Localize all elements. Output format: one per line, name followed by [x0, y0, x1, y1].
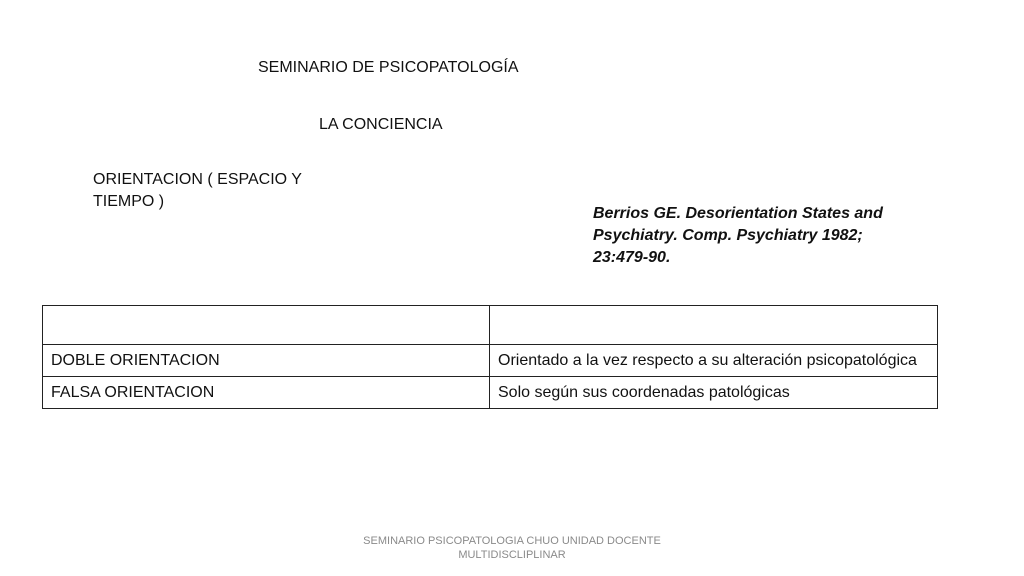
- table-cell: [43, 306, 490, 345]
- orientation-table: [42, 305, 938, 409]
- slide-title: SEMINARIO DE PSICOPATOLOGÍA: [258, 59, 519, 76]
- table-cell: [490, 306, 938, 345]
- table-row: [43, 377, 938, 409]
- table-cell: Solo según sus coordenadas patológicas: [490, 377, 938, 409]
- slide-subtitle: LA CONCIENCIA: [319, 116, 443, 133]
- table-cell: DOBLE ORIENTACION: [43, 345, 490, 377]
- citation-text: Berrios GE. Desorientation States and Psychiatry. Comp. Psychiatry 1982; 23:479-90.: [593, 205, 883, 266]
- table-row: [43, 306, 938, 345]
- table-cell: Orientado a la vez respecto a su alteración psicopatológica: [490, 345, 938, 377]
- slide-footer: SEMINARIO PSICOPATOLOGIA CHUO UNIDAD DOCENTE MULTIDISCLIPLINAR: [363, 535, 661, 561]
- table-cell: FALSA ORIENTACION: [43, 377, 490, 409]
- section-heading: ORIENTACION ( ESPACIO Y TIEMPO ): [93, 171, 302, 210]
- table-row: [43, 345, 938, 377]
